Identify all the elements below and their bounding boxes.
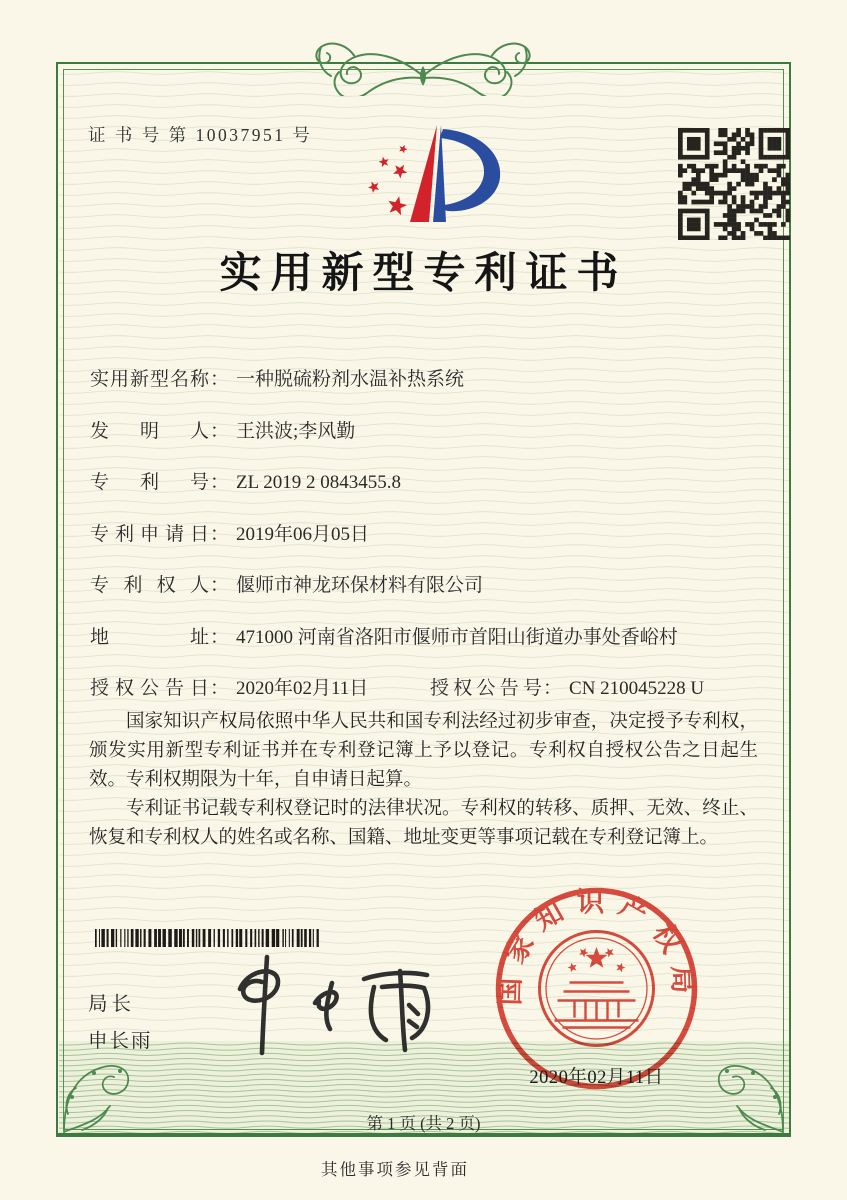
field-row-filing-date xyxy=(90,519,758,543)
field-row-name xyxy=(90,364,758,388)
field-label: 授权公告号 xyxy=(430,678,542,699)
logo-red-wedge xyxy=(410,125,437,222)
field-row-inventor xyxy=(90,416,758,440)
seal-emblem xyxy=(540,932,654,1046)
field-value: 2019年06月05日 xyxy=(236,523,370,545)
signature-image xyxy=(212,945,447,1063)
field-value: 一种脱硫粉剂水温补热系统 xyxy=(236,369,465,390)
legal-paragraph-1: 国家知识产权局依照中华人民共和国专利法经过初步审查，决定授予专利权，颁发实用新型专利证书并在专利登记簿上予以登记。专利权自授权公告之日起生效。专利权期限为十年，自申请日起算。 xyxy=(89,712,758,790)
field-label: 发明人 xyxy=(90,420,209,442)
field-row-address xyxy=(90,622,758,646)
cnipa-logo xyxy=(340,112,515,237)
field-colon: ： xyxy=(210,626,230,648)
field-value: ZL 2019 2 0843455.8 xyxy=(236,472,402,493)
field-row-patent-number xyxy=(90,467,758,491)
field-colon: ： xyxy=(210,369,230,390)
certificate-number: 证 书 号 第 10037951 号 xyxy=(88,125,313,145)
field-label: 授权公告日 xyxy=(90,678,209,699)
field-row-grant xyxy=(90,673,758,697)
field-value: CN 210045228 U xyxy=(569,678,705,699)
seal-date: 2020年02月11日 xyxy=(529,1068,664,1088)
field-value: 偃师市神龙环保材料有限公司 xyxy=(236,575,484,596)
page-indicator: 第 1 页 (共 2 页) xyxy=(366,1114,481,1133)
back-note: 其他事项参见背面 xyxy=(321,1160,469,1179)
field-label: 专利申请日 xyxy=(90,523,209,545)
certificate-title: 实用新型专利证书 xyxy=(219,251,628,297)
field-colon: ： xyxy=(210,523,230,545)
field-colon: ： xyxy=(210,678,230,699)
fields-section xyxy=(90,364,758,725)
field-value: 471000 河南省洛阳市偃师市首阳山街道办事处香峪村 xyxy=(236,626,678,648)
field-label: 专利权人 xyxy=(90,575,209,596)
legal-text xyxy=(89,708,758,853)
field-label: 实用新型名称 xyxy=(90,369,209,390)
field-colon: ： xyxy=(543,678,563,699)
logo-stars xyxy=(368,145,408,215)
field-colon: ： xyxy=(210,575,230,596)
commissioner-name: 申长雨 xyxy=(88,1031,153,1052)
seal-text: 国家知识产权局 xyxy=(493,886,700,1006)
logo-p-bowl xyxy=(440,129,500,211)
qr-code xyxy=(678,128,790,240)
field-value: 王洪波;李风勤 xyxy=(236,420,356,442)
field-label: 专利号 xyxy=(90,472,209,493)
legal-paragraph-2: 专利证书记载专利权登记时的法律状况。专利权的转移、质押、无效、终止、恢复和专利权人的姓名或名称、国籍、地址变更等事项记载在专利登记簿上。 xyxy=(89,799,758,848)
top-ornament xyxy=(273,26,573,96)
field-colon: ： xyxy=(210,420,230,442)
field-label: 地址 xyxy=(90,626,209,648)
field-colon: ： xyxy=(210,472,230,493)
commissioner-label: 局长 xyxy=(88,994,136,1015)
field-value: 2020年02月11日 xyxy=(236,678,369,699)
grant-number-group xyxy=(430,673,704,700)
field-row-patentee xyxy=(90,570,758,594)
